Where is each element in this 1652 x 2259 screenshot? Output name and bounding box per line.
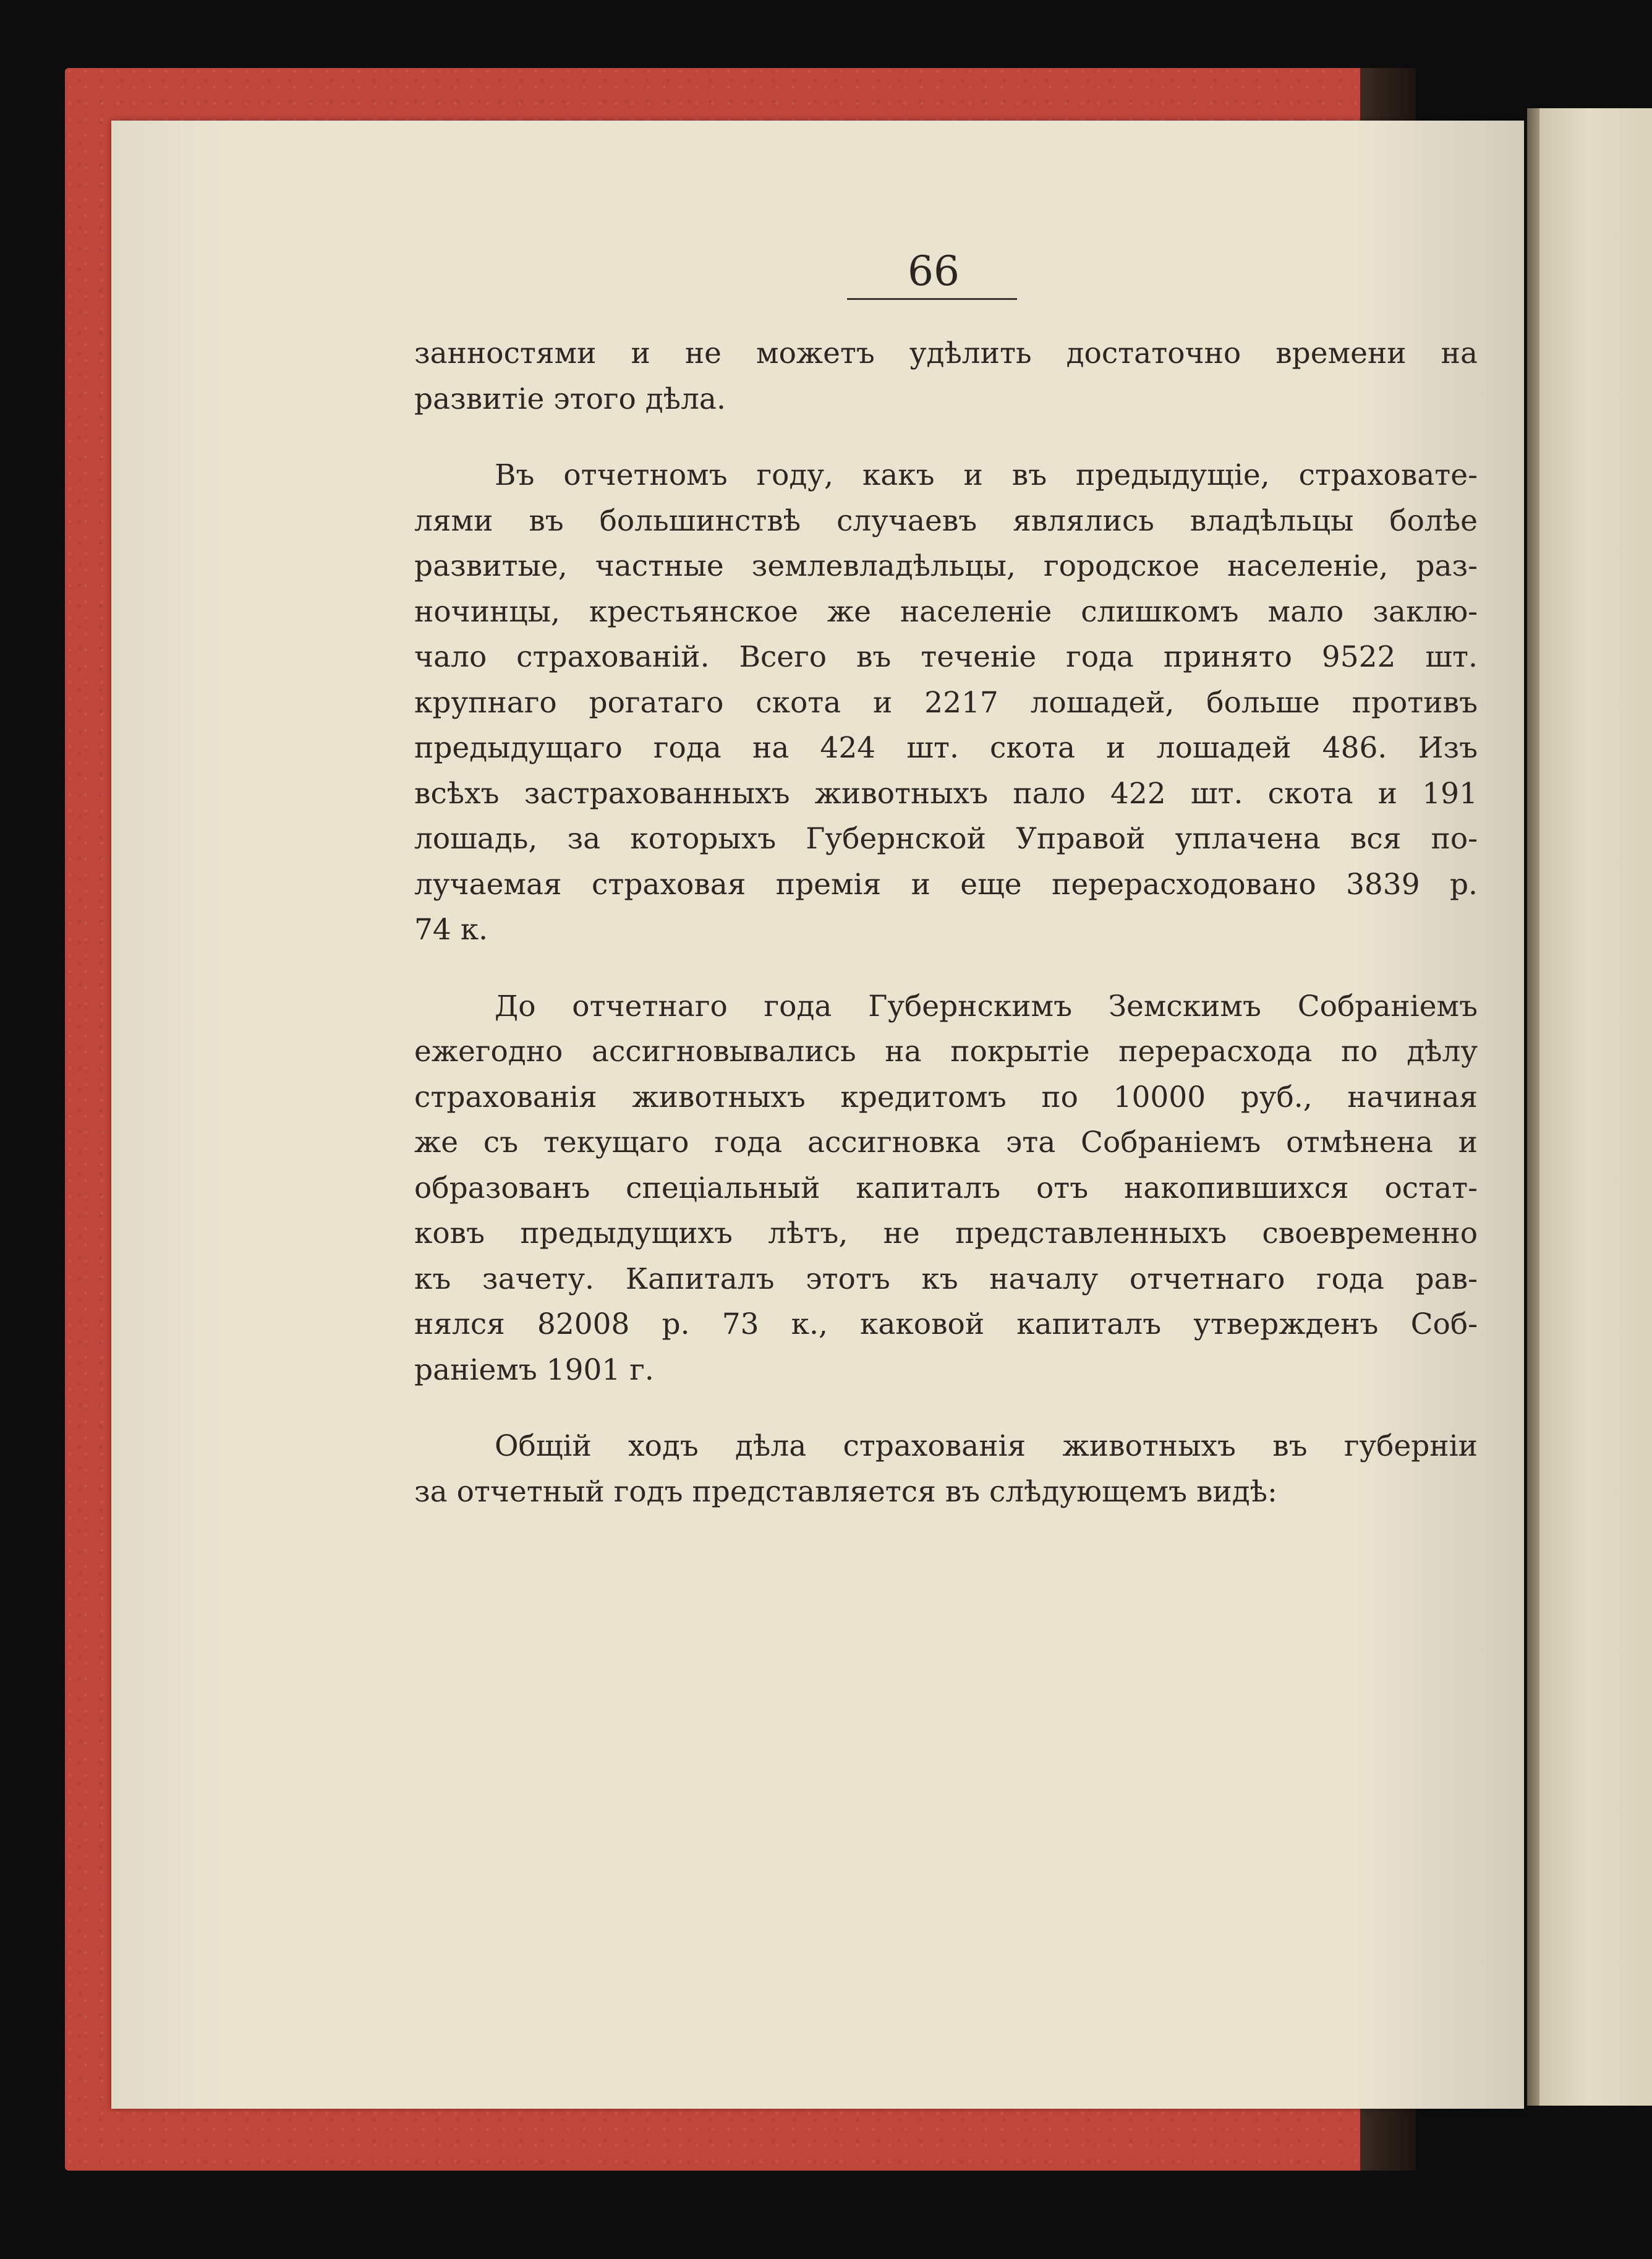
text-line: нялся 82008 р. 73 к., каковой капиталъ утвержденъ Соб- [414, 1307, 1478, 1341]
text-line: 74 к. [414, 913, 488, 947]
text-line: ежегодно ассигновывались на покрытіе перерасхода по дѣлу [414, 1035, 1478, 1069]
text-line: предыдущаго года на 424 шт. скота и лошадей 486. Изъ [414, 731, 1478, 765]
paragraph [414, 331, 1478, 422]
next-page [1539, 108, 1652, 2106]
text-line: раніемъ 1901 г. [414, 1352, 654, 1387]
text-line: образованъ спеціальный капиталъ отъ накопившихся остат- [414, 1171, 1478, 1205]
text-line: къ зачету. Капиталъ этотъ къ началу отчетнаго года рав- [414, 1262, 1478, 1296]
paragraph [414, 453, 1478, 953]
text-line: занностями и не можетъ удѣлить достаточно времени на [414, 336, 1478, 370]
paragraph [414, 984, 1478, 1393]
text-line: лями въ большинствѣ случаевъ являлись владѣльцы болѣе [414, 503, 1478, 538]
text-line: лучаемая страховая премія и еще перерасходовано 3839 р. [414, 867, 1478, 902]
text-line: развитые, частные землевладѣльцы, городское населеніе, раз- [414, 549, 1478, 583]
next-page-edge [1527, 108, 1541, 2106]
text-line: Въ отчетномъ году, какъ и въ предыдущіе, страховате- [495, 458, 1478, 492]
text-line: развитіе этого дѣла. [414, 382, 726, 416]
page-number-rule [847, 298, 1017, 300]
text-line: лошадь, за которыхъ Губернской Управой уплачена вся по- [414, 822, 1478, 856]
page-number: 66 [908, 247, 960, 295]
text-line: ночинцы, крестьянское же населеніе слишкомъ мало заклю- [414, 594, 1478, 629]
text-line: чало страхованій. Всего въ теченіе года принято 9522 шт. [414, 640, 1478, 674]
text-line: Общій ходъ дѣла страхованія животныхъ въ губерніи [495, 1429, 1478, 1463]
paragraph [414, 1424, 1478, 1514]
text-line: крупнаго рогатаго скота и 2217 лошадей, больше противъ [414, 685, 1478, 720]
text-line: страхованія животныхъ кредитомъ по 10000 руб., начиная [414, 1080, 1478, 1114]
text-line: всѣхъ застрахованныхъ животныхъ пало 422 шт. скота и 191 [414, 776, 1478, 811]
text-line: за отчетный годъ представляется въ слѣдующемъ видѣ: [414, 1474, 1277, 1509]
text-line: же съ текущаго года ассигновка эта Собраніемъ отмѣнена и [414, 1125, 1478, 1159]
text-line: До отчетнаго года Губернскимъ Земскимъ Собраніемъ [495, 989, 1478, 1023]
body-text [414, 331, 1478, 1514]
text-line: ковъ предыдущихъ лѣтъ, не представленныхъ своевременно [414, 1216, 1478, 1250]
